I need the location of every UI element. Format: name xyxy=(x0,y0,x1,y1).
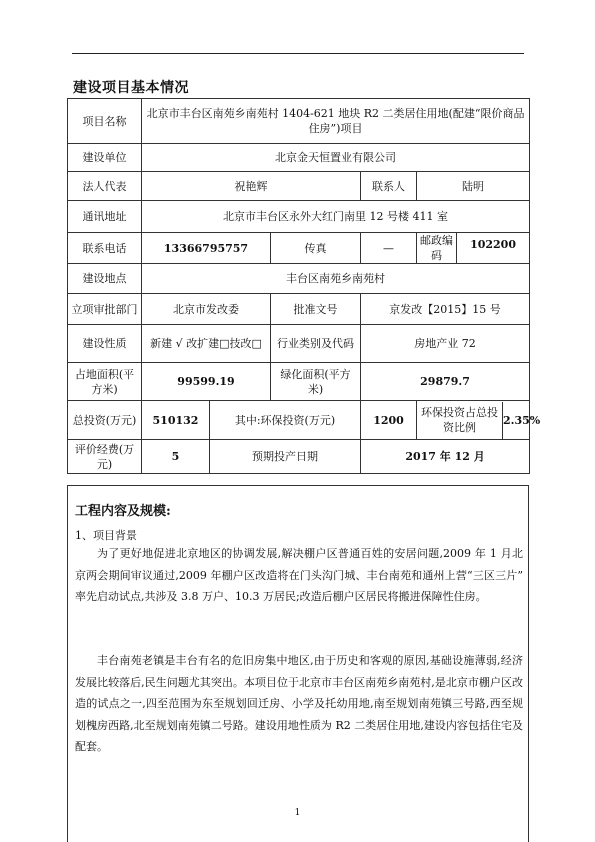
total-invest-value: 510132 xyxy=(142,401,210,440)
background-paragraph-2: 丰台南苑老镇是丰台有名的危旧房集中地区,由于历史和客观的原因,基础设施薄弱,经济发展比较落后,民生问题尤其突出。本项目位于北京市丰台区南苑乡南苑村,是北京市棚户区改造的试点之一,四至范围为东至规划回迁房、小学及托幼用地,南至规划南苑镇三号路,西至规划槐房西路,北至规划南苑镇二号路。建设用地性质为 R2 二类居住用地,建设内容包括住宅及配套。 xyxy=(75,654,523,753)
eval-fee-label: 评价经费(万元) xyxy=(68,440,142,474)
prod-date-label: 预期投产日期 xyxy=(210,440,361,474)
address-label: 通讯地址 xyxy=(68,201,142,233)
table-row xyxy=(68,325,530,363)
prod-date-value: 2017 年 12 月 xyxy=(361,440,530,474)
contact-value: 陆明 xyxy=(417,172,530,201)
location-label: 建设地点 xyxy=(68,264,142,294)
approval-no-label: 批准文号 xyxy=(271,294,361,325)
total-invest-label: 总投资(万元) xyxy=(68,401,142,440)
section-title: 建设项目基本情况 xyxy=(73,80,189,96)
legal-rep-value: 祝艳辉 xyxy=(142,172,361,201)
table-row xyxy=(68,99,530,144)
table-row xyxy=(68,294,530,325)
land-area-value: 99599.19 xyxy=(142,363,271,401)
table-row xyxy=(68,201,530,233)
fax-label: 传真 xyxy=(271,233,361,264)
env-invest-value: 1200 xyxy=(361,401,417,440)
postcode-value: 102200 xyxy=(457,233,530,264)
project-name-value: 北京市丰台区南苑乡南苑村 1404-621 地块 R2 二类居住用地(配建“限价商品住房”)项目 xyxy=(142,99,530,144)
env-ratio-value: 2.35% xyxy=(503,413,541,427)
location-value: 丰台区南苑乡南苑村 xyxy=(142,264,530,294)
table-row xyxy=(68,440,530,474)
eval-fee-value: 5 xyxy=(142,440,210,474)
builder-value: 北京金天恒置业有限公司 xyxy=(142,144,530,172)
approval-dept-label: 立项审批部门 xyxy=(68,294,142,325)
project-info-table xyxy=(67,98,541,474)
nature-value: 新建 √ 改扩建□技改□ xyxy=(142,325,271,363)
phone-value: 13366795757 xyxy=(142,233,271,264)
table-row xyxy=(68,363,530,401)
postcode-label: 邮政编码 xyxy=(417,233,457,264)
table-row xyxy=(68,144,530,172)
table-row xyxy=(68,233,530,264)
land-area-label: 占地面积(平方米) xyxy=(68,363,142,401)
table-row xyxy=(68,401,530,440)
header-rule xyxy=(72,53,524,54)
table-row xyxy=(68,172,530,201)
green-area-value: 29879.7 xyxy=(361,363,530,401)
address-value: 北京市丰台区永外大红门南里 12 号楼 411 室 xyxy=(142,201,530,233)
scope-title: 工程内容及规模: xyxy=(75,504,171,519)
project-name-label: 项目名称 xyxy=(68,99,142,144)
industry-value: 房地产业 72 xyxy=(361,325,530,363)
approval-no-value: 京发改【2015】15 号 xyxy=(361,294,530,325)
approval-dept-value: 北京市发改委 xyxy=(142,294,271,325)
env-ratio-label-text: 环保投资占总投资比例 xyxy=(417,402,503,439)
builder-label: 建设单位 xyxy=(68,144,142,172)
env-ratio-label xyxy=(417,401,541,440)
phone-label: 联系电话 xyxy=(68,233,142,264)
env-invest-label: 其中:环保投资(万元) xyxy=(210,401,361,440)
background-subtitle: 1、项目背景 xyxy=(75,529,137,542)
page-number: 1 xyxy=(294,808,301,818)
legal-rep-label: 法人代表 xyxy=(68,172,142,201)
nature-label: 建设性质 xyxy=(68,325,142,363)
contact-label: 联系人 xyxy=(361,172,417,201)
green-area-label: 绿化面积(平方米) xyxy=(271,363,361,401)
background-paragraph-1: 为了更好地促进北京地区的协调发展,解决棚户区普通百姓的安居问题,2009 年 1 月北京两会期间审议通过,2009 年棚户区改造将在门头沟门城、丰台南苑和通州上营“三区三片” 率先启动试点,共涉及 3.8 万户、10.3 万居民;改造后棚户区居民将搬进保障性住房。 xyxy=(75,547,523,603)
table-row xyxy=(68,264,530,294)
fax-value: — xyxy=(361,233,417,264)
industry-label: 行业类别及代码 xyxy=(271,325,361,363)
